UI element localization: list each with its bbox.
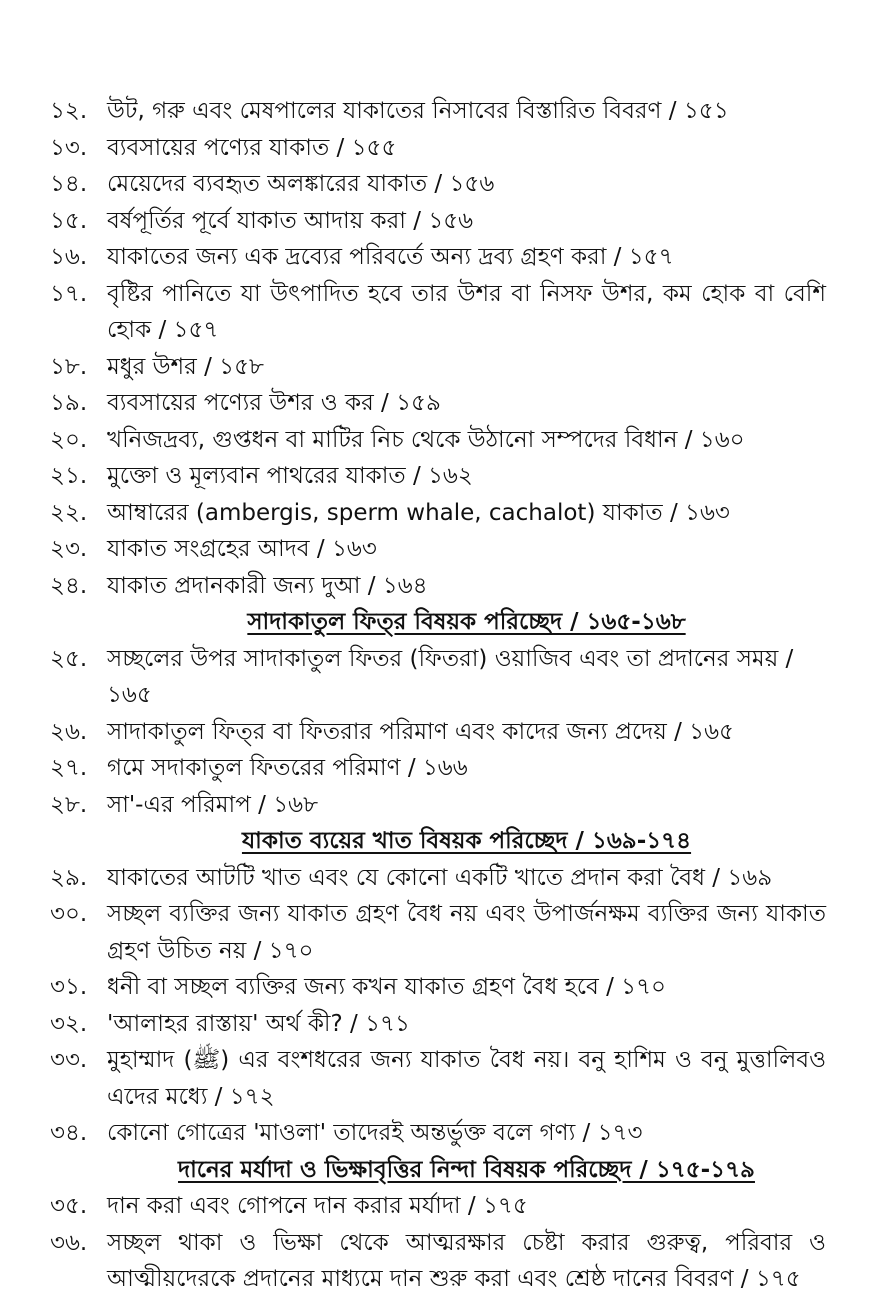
entry-number: ১২. — [50, 98, 88, 124]
toc-entry — [50, 750, 826, 787]
toc-entry — [50, 93, 826, 130]
entry-number: ২৩. — [50, 536, 88, 562]
toc-entry — [50, 896, 826, 969]
entry-number: ২৯. — [50, 864, 88, 891]
toc-entry — [50, 1188, 826, 1225]
toc-entry — [50, 239, 826, 276]
toc-entry — [50, 531, 826, 568]
toc-entry — [50, 1042, 826, 1115]
section-heading — [50, 604, 826, 641]
entry-title: দান করা এবং গোপনে দান করার মর্যাদা / ১৭৫ — [107, 1193, 528, 1219]
toc-entry — [50, 422, 826, 459]
section-heading-text: দানের মর্যাদা ও ভিক্ষাবৃত্তির নিন্দা বিষয়ক পরিচ্ছেদ / ১৭৫-১৭৯ — [178, 1156, 755, 1183]
entry-number: ১৭. — [50, 280, 88, 307]
toc-entry — [50, 458, 826, 495]
toc-entry — [50, 714, 826, 751]
toc-entry — [50, 349, 826, 386]
entry-title: সাদাকাতুল ফিত্‌র বা ফিতরার পরিমাণ এবং কাদের জন্য প্রদেয় / ১৬৫ — [107, 718, 734, 745]
toc-entry — [50, 641, 826, 714]
entry-title: মধুর উশর / ১৫৮ — [107, 353, 264, 380]
section-heading — [50, 823, 826, 860]
toc-entry — [50, 166, 826, 203]
toc-entry — [50, 1225, 826, 1298]
entry-title: 'আলাহর রাস্তায়' অর্থ কী? / ১৭১ — [107, 1010, 410, 1037]
entry-number: ৩৬. — [50, 1229, 88, 1256]
toc-entry — [50, 1115, 826, 1152]
toc-entry — [50, 860, 826, 897]
entry-number: ১৩. — [50, 134, 88, 161]
entry-number: ২২. — [50, 499, 88, 526]
entry-title: যাকাত সংগ্রহের আদব / ১৬৩ — [107, 536, 377, 562]
entry-number: ১৫. — [50, 207, 88, 234]
entry-number: ২০. — [50, 426, 88, 453]
entry-number: ২৬. — [50, 718, 88, 745]
entry-title: যাকাত প্রদানকারী জন্য দুআ / ১৬৪ — [107, 572, 428, 599]
section-heading-text: সাদাকাতুল ফিত্‌র বিষয়ক পরিচ্ছেদ / ১৬৫-১৬৮ — [247, 609, 686, 635]
entry-number: ১৬. — [50, 244, 88, 270]
toc-entry — [50, 203, 826, 240]
section-heading — [50, 1152, 826, 1189]
entry-title: বৃষ্টির পানিতে যা উৎপাদিত হবে তার উশর বা নিসফ উশর, কম হোক বা বেশি হোক / ১৫৭ — [107, 280, 826, 343]
toc-entry — [50, 969, 826, 1006]
entry-number: ১৪. — [50, 171, 88, 197]
entry-title: ব্যবসায়ের পণ্যের যাকাত / ১৫৫ — [107, 134, 397, 161]
entry-title: সা'-এর পরিমাপ / ১৬৮ — [107, 791, 319, 818]
entry-title: আম্বারের (ambergis, sperm whale, cachalot) যাকাত / ১৬৩ — [107, 499, 730, 526]
entry-number: ৩১. — [50, 974, 88, 1000]
entry-number: ১৮. — [50, 353, 88, 380]
entry-title: মুক্তো ও মূল্যবান পাথরের যাকাত / ১৬২ — [107, 463, 473, 489]
entry-number: ৩৫. — [50, 1193, 88, 1219]
entry-number: ৩২. — [50, 1010, 88, 1037]
toc-entry — [50, 385, 826, 422]
entry-title: ব্যবসায়ের পণ্যের উশর ও কর / ১৫৯ — [107, 390, 441, 416]
entry-title: যাকাতের জন্য এক দ্রব্যের পরিবর্তে অন্য দ্রব্য গ্রহণ করা / ১৫৭ — [107, 244, 674, 270]
toc-entry — [50, 1006, 826, 1043]
table-of-contents — [50, 93, 826, 1298]
entry-number: ১৯. — [50, 390, 88, 416]
entry-number: ৩৩. — [50, 1047, 88, 1073]
toc-entry — [50, 276, 826, 349]
toc-entry — [50, 130, 826, 167]
entry-number: ৩৪. — [50, 1120, 88, 1146]
entry-title: উট, গরু এবং মেষপালের যাকাতের নিসাবের বিস্তারিত বিবরণ / ১৫১ — [107, 98, 729, 124]
entry-number: ২৭. — [50, 755, 88, 781]
toc-entry — [50, 787, 826, 824]
entry-number: ২৫. — [50, 645, 88, 672]
entry-number: ২৮. — [50, 791, 88, 818]
entry-number: ৩০. — [50, 901, 88, 927]
entry-title: খনিজদ্রব্য, গুপ্তধন বা মাটির নিচ থেকে উঠানো সম্পদের বিধান / ১৬০ — [107, 426, 745, 453]
entry-number: ২৪. — [50, 572, 88, 599]
entry-title: বর্ষপূর্তির পূর্বে যাকাত আদায় করা / ১৫৬ — [107, 207, 474, 234]
entry-title: সচ্ছল থাকা ও ভিক্ষা থেকে আত্মরক্ষার চেষ্টা করার গুরুত্ব, পরিবার ও আত্মীয়দেরকে প্রদানের মাধ্যমে দান শুরু করা এবং শ্রেষ্ঠ দানের বিবরণ / ১৭৫ — [107, 1229, 826, 1292]
entry-number: ২১. — [50, 463, 88, 489]
entry-title: মুহাম্মাদ (ﷺ) এর বংশধরের জন্য যাকাত বৈধ নয়। বনু হাশিম ও বনু মুত্তালিবও এদের মধ্যে / ১৭২ — [107, 1047, 827, 1110]
entry-title: সচ্ছল ব্যক্তির জন্য যাকাত গ্রহণ বৈধ নয় এবং উপার্জনক্ষম ব্যক্তির জন্য যাকাত গ্রহণ উচিত নয় / ১৭০ — [107, 901, 826, 964]
entry-title: ধনী বা সচ্ছল ব্যক্তির জন্য কখন যাকাত গ্রহণ বৈধ হবে / ১৭০ — [107, 974, 666, 1000]
entry-title: মেয়েদের ব্যবহৃত অলঙ্কারের যাকাত / ১৫৬ — [107, 171, 495, 197]
entry-title: সচ্ছলের উপর সাদাকাতুল ফিতর (ফিতরা) ওয়াজিব এবং তা প্রদানের সময় / ১৬৫ — [107, 645, 794, 708]
entry-title: যাকাতের আটটি খাত এবং যে কোনো একটি খাতে প্রদান করা বৈধ / ১৬৯ — [107, 864, 773, 891]
entry-title: কোনো গোত্রের 'মাওলা' তাদেরই অন্তর্ভুক্ত বলে গণ্য / ১৭৩ — [107, 1120, 643, 1146]
entry-title: গমে সদাকাতুল ফিতরের পরিমাণ / ১৬৬ — [107, 755, 468, 781]
toc-entry — [50, 568, 826, 605]
toc-entry — [50, 495, 826, 532]
section-heading-text: যাকাত ব্যয়ের খাত বিষয়ক পরিচ্ছেদ / ১৬৯-১৭৪ — [241, 828, 692, 854]
